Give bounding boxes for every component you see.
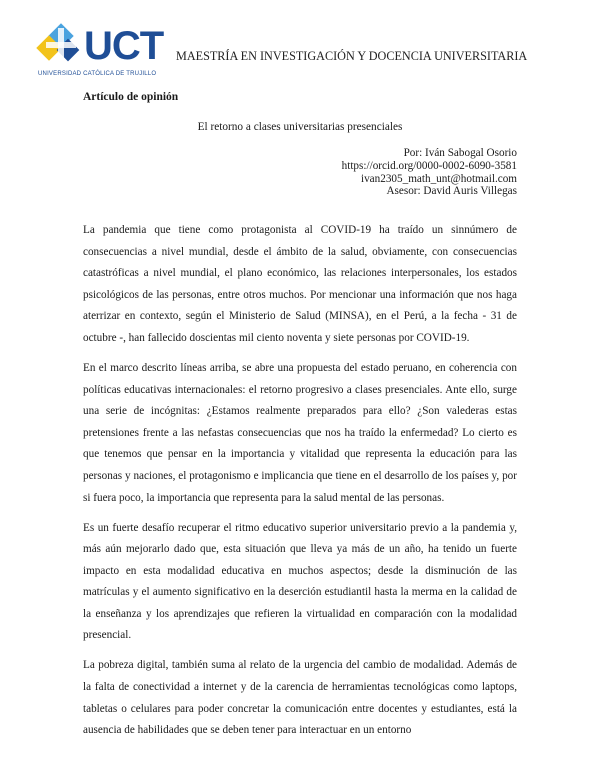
paragraph: La pobreza digital, también suma al relato de la urgencia del cambio de modalidad. Además de la falta de conectividad a internet y de la carencia de herramientas tecnológicas como laptops, tabletas o celulares para poder concretar la comunicación entre docentes y estudiantes, está la ausencia de habilidades que se deben tener para interactuar en un entorno — [83, 659, 517, 737]
article-body — [83, 220, 517, 750]
university-logo — [36, 22, 168, 82]
paragraph: Es un fuerte desafío recuperar el ritmo educativo superior universitario previo a la pandemia y, más aún mejorarlo dado que, esta situación que lleva ya más de un año, ha tenido un fuerte impacto en esta modalidad educativa en muchos aspectos; desde la disminución de las matrículas y el aumento significativo en la deserción estudiantil hasta la merma en la calidad de la enseñanza y los aprendizajes que refieren la virtualidad en comparación con la modalidad presencial. — [83, 521, 517, 642]
program-title: MAESTRÍA EN INVESTIGACIÓN Y DOCENCIA UNIVERSITARIA — [176, 49, 528, 63]
university-emblem-icon — [36, 22, 86, 70]
advisor-name: Asesor: David Auris Villegas — [386, 185, 517, 198]
logo-subtitle: UNIVERSIDAD CATÓLICA DE TRUJILLO — [38, 71, 157, 77]
logo-text: UCT — [84, 24, 164, 68]
author-block — [342, 147, 517, 198]
paragraph: En el marco descrito líneas arriba, se abre una propuesta del estado peruano, en coherencia con políticas educativas internacionales: el retorno progresivo a clases presenciales. Ante ello, surge una serie de incógnitas: ¿Estamos realmente preparados para ello? ¿Son valederas estas pretensiones frente a las nefastas consecuencias que nos ha traído la enfermedad? Lo cierto es que tenemos que pensar en la importancia y vitalidad que representa la educación para las personas y naciones, el protagonismo e implicancia que tiene en el desarrollo de los países y, por si fuera poco, la importancia que representa para la salud mental de las personas. — [83, 361, 517, 504]
author-name: Por: Iván Sabogal Osorio — [403, 147, 517, 159]
paragraph: La pandemia que tiene como protagonista al COVID-19 ha traído un sinnúmero de consecuencias a nivel mundial, desde el ámbito de la salud, obviamente, con consecuencias catastróficas a nivel mundial, el plano económico, las relaciones interpersonales, los estados psicológicos de las personas, entre otros muchos. Por mencionar una información que nos haga aterrizar en contexto, según el Ministerio de Salud (MINSA), en el Perú, a la fecha - 31 de octubre -, han fallecido doscientas mil ciento noventa y siete personas por COVID-19. — [83, 224, 517, 344]
section-label: Artículo de opinión — [83, 91, 179, 103]
article-title: El retorno a clases universitarias presenciales — [197, 121, 403, 133]
document-header — [36, 22, 566, 82]
author-email: ivan2305_math_unt@hotmail.com — [360, 172, 517, 185]
author-orcid: https://orcid.org/0000-0002-6090-3581 — [341, 159, 517, 172]
